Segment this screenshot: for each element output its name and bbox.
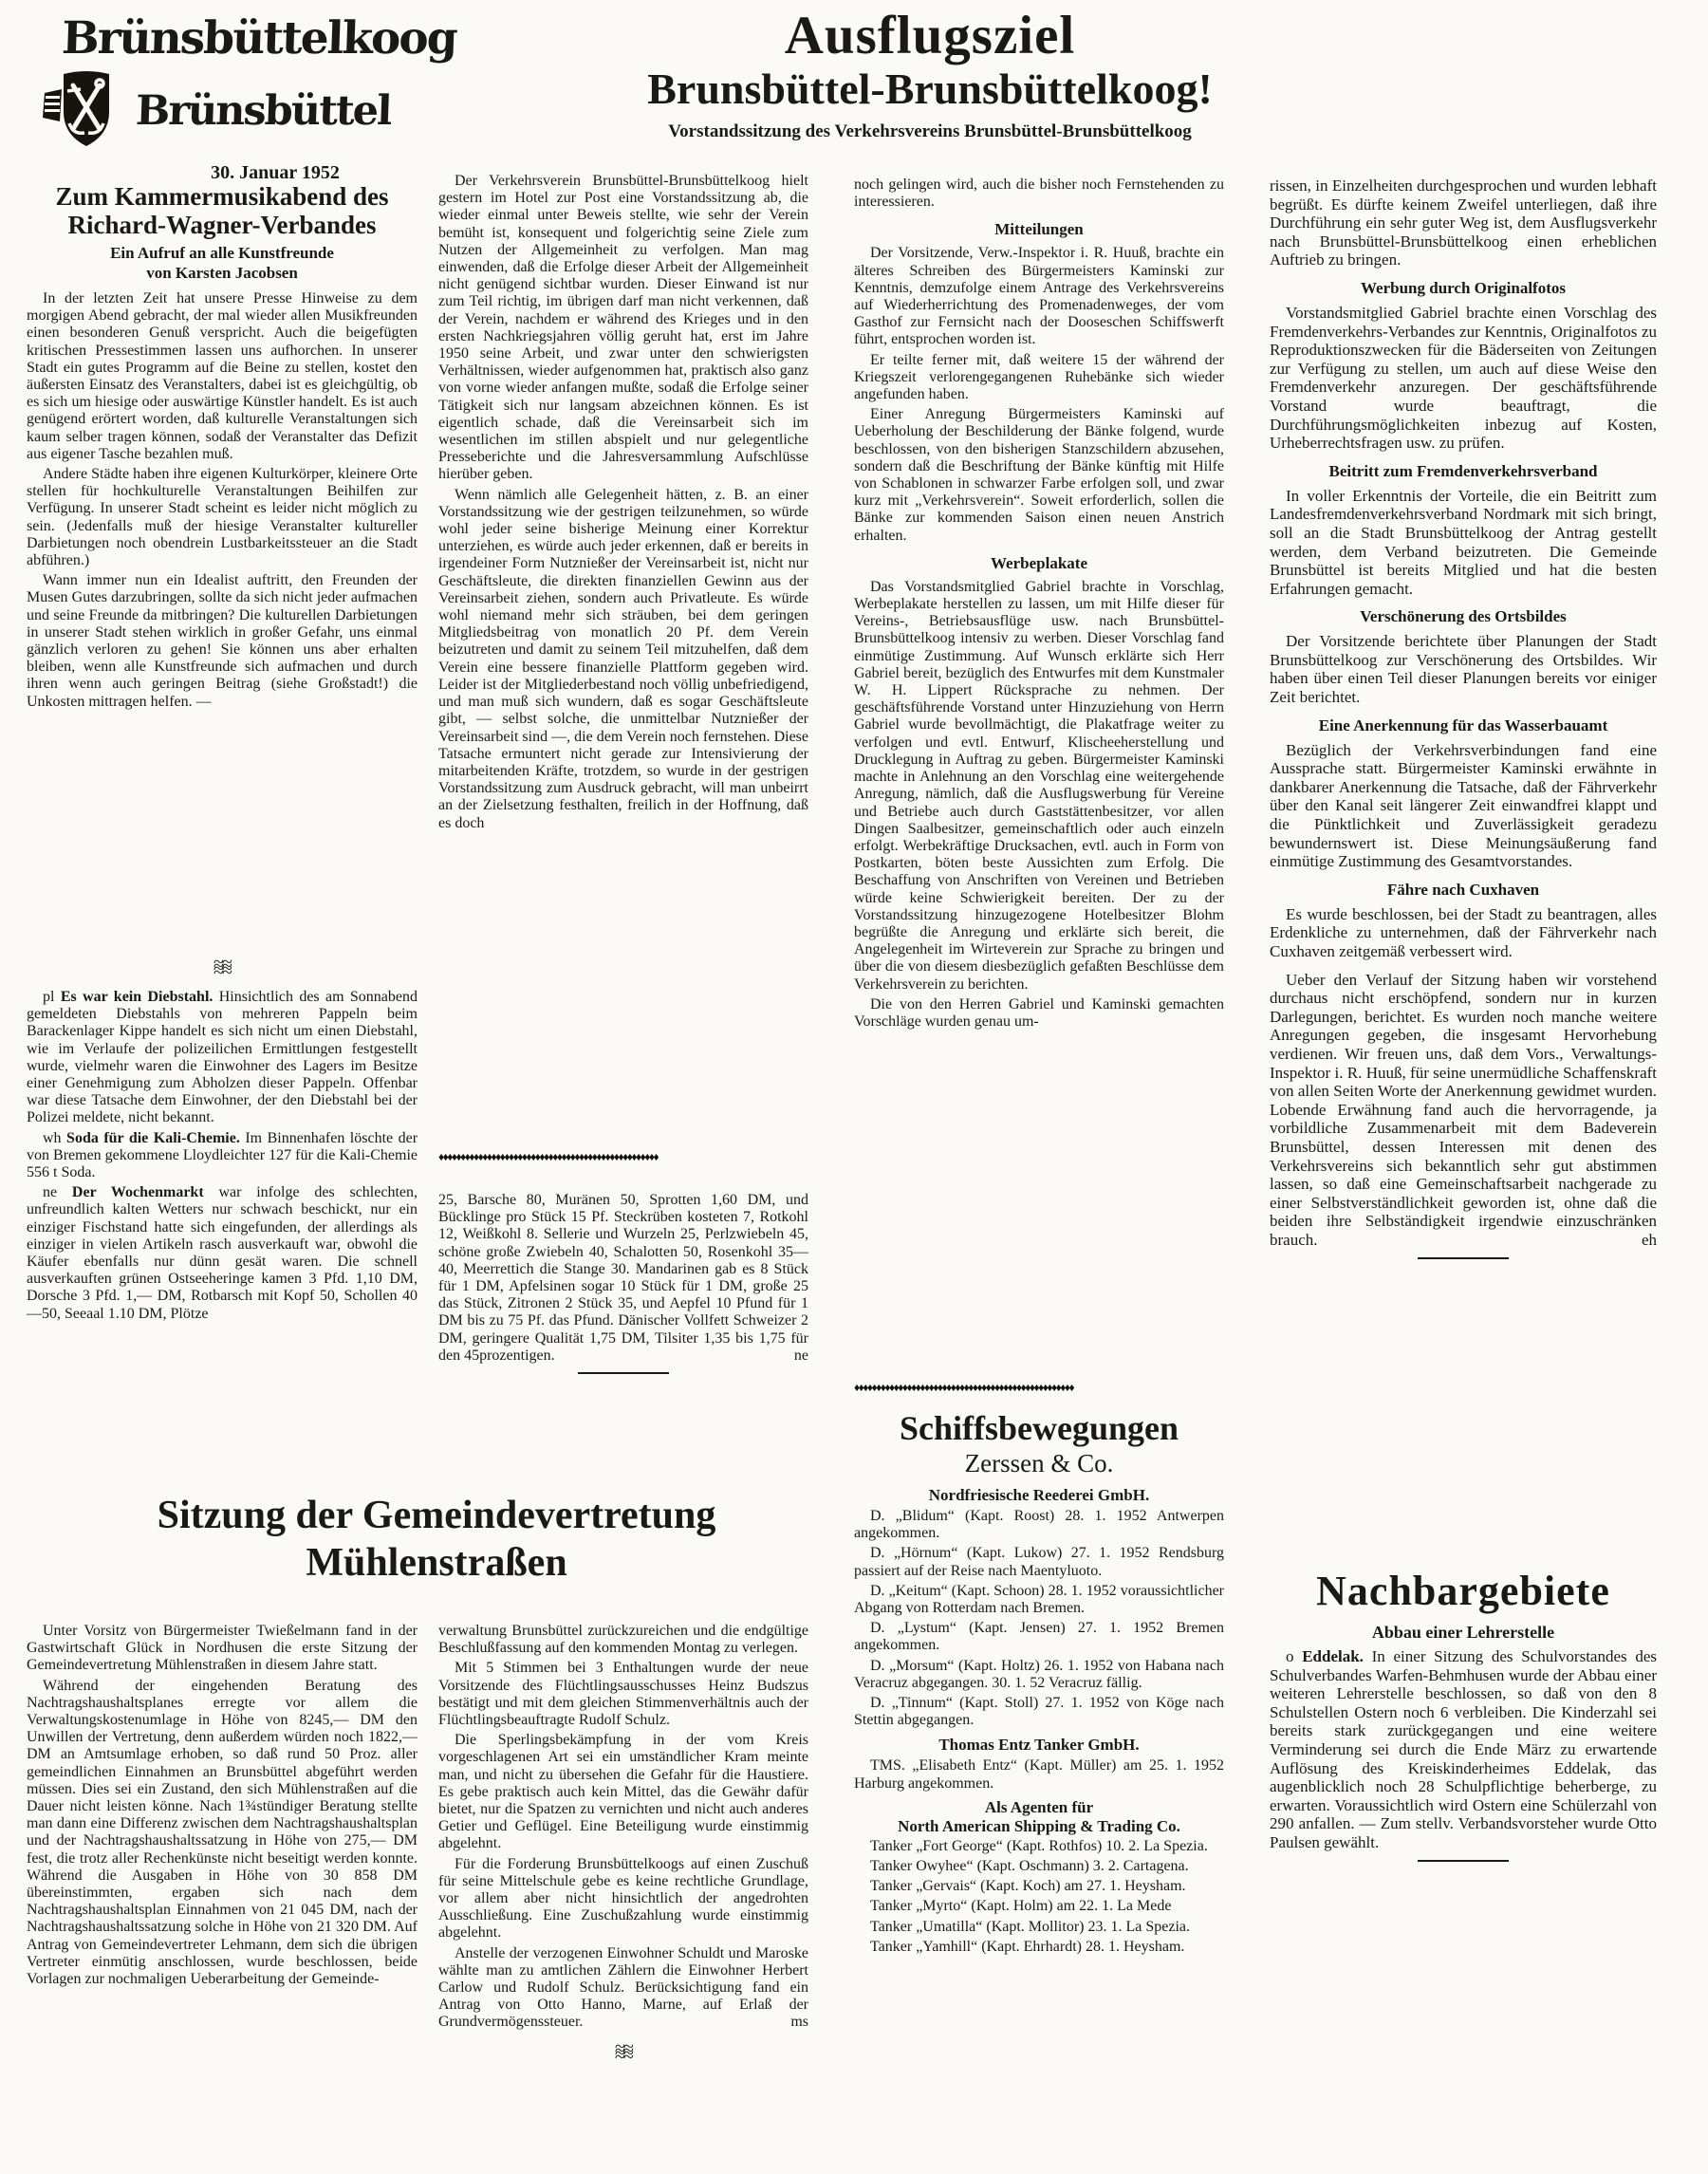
tanker-entry: Tanker „Myrto“ (Kapt. Holm) am 22. 1. La Mede — [870, 1898, 1172, 1915]
article-paragraph: Es wurde beschlossen, bei der Stadt zu beantragen, alles Erdenkliche zu unternehmen, daß der Fährverkehr nach Cuxhaven zeitgemäß verbessert wird. — [1270, 904, 1657, 960]
brief-sign: pl — [43, 989, 55, 1005]
town-crest-icon — [43, 66, 130, 155]
main-headline-block — [531, 8, 1328, 143]
tanker-entry: Tanker „Yamhill“ (Kapt. Ehrhardt) 28. 1. Heysham. — [870, 1938, 1185, 1955]
brief-title: Soda für die Kali-Chemie. — [66, 1129, 240, 1146]
article-paragraph: noch gelingen wird, auch die bisher noch Fernstehenden zu interessieren. — [854, 177, 1224, 211]
section-head: Werbung durch Originalfotos — [1361, 278, 1566, 297]
section-head: Verschönerung des Ortsbildes — [1360, 607, 1567, 626]
article-paragraph: Die Sperlingsbekämpfung in der vom Kreis vorgeschlagenen Art sei ein umständlicher Kram meinte man, und nicht zu übersehen die Gefahr für die Haustiere. Es gebe praktisch auch kein Mittel, das die Gewähr dafür bietet, nur die Spatzen zu vernichten und nicht auch anderes Getier und Geflügel. Eine Beteiligung wurde einstimmig abgelehnt. — [438, 1732, 808, 1852]
shipping-group-head: Thomas Entz Tanker GmbH. — [938, 1736, 1140, 1755]
article-paragraph: rissen, in Einzelheiten durchgesprochen und wurden lebhaft begrüßt. Es dürfte keinem Zweifel unterliegen, daß ihre Durchführung ein sehr guter Weg ist, dem Ausflugsverkehr nach Brunsbüttel-Brunsbüttelkoog einen erheblichen Auftrieb zu bringen. — [1270, 177, 1657, 269]
main-headline-subtitle: Vorstandssitzung des Verkehrsvereins Brunsbüttel-Brunsbüttelkoog — [668, 121, 1192, 141]
brief-sign: wh — [43, 1129, 62, 1146]
shipping-title: Schiffsbewegungen — [899, 1409, 1179, 1447]
article-paragraph: Mit 5 Stimmen bei 3 Enthaltungen wurde der neue Vorsitzende des Flüchtlingsausschusses Heinz Budszus bestätigt und mit dem gleichen Stimmenverhältnis auch der Flüchtlingsbeauftragte Rudolf Schulz. — [438, 1660, 808, 1729]
rule-divider — [1418, 1257, 1509, 1259]
article-title-line1: Zum Kammermusikabend des — [55, 182, 389, 211]
sitzung-column-a — [27, 1623, 418, 2171]
shipping-group-head: Nordfriesische Reederei GmbH. — [928, 1486, 1150, 1504]
article-paragraph — [438, 1945, 808, 2032]
rule-divider — [578, 1372, 669, 1374]
neighbors-title: Nachbargebiete — [1316, 1568, 1610, 1614]
paragraph-text: Ueber den Verlauf der Sitzung haben wir vorstehend durchaus nicht erschöpfend, sondern nur in kurzen Darlegungen, berichtet. Es wurden noch manche weitere Anregungen gegeben, die insgesamt Hervorhebung verdienen. Wir freuen uns, daß dem Vors., Verwaltungs-Inspektor i. R. Huuß, für seine unermüdliche Schaffenskraft von allen Seiten Worte der Anerkennung gewidmet wurden. Lobende Erwähnung fand auch die hervorragende, ja vorbildliche Zusammenarbeit mit dem Badeverein Brunsbüttel, dessen Interessen mit denen des Verkehrsvereins sich bekanntlich sehr gut abstimmen lassen, so daß eine Gemeinschaftsarbeit nachgerade zu einer Selbstverständlichkeit geworden ist, ohne daß die beiden ihre Selbständigkeit irgendwie einzuschränken brauch. — [1270, 970, 1657, 1249]
brief-title: Es war kein Diebstahl. — [60, 989, 214, 1005]
masthead — [43, 12, 457, 184]
article-paragraph: Unter Vorsitz von Bürgermeister Twießelmann fand in der Gastwirtschaft Glück in Nordhusen die erste Sitzung der Gemeindevertretung Mühlenstraßen in diesem Jahre statt. — [27, 1623, 418, 1674]
market-paragraph — [438, 1192, 808, 1365]
article-author: von Karsten Jacobsen — [146, 264, 298, 282]
brief-text: Hinsichtlich des am Sonnabend gemeldeten Diebstahls von mehreren Pappeln beim Barackenlager Kippe handelt es sich nicht um einen Diebstahl, wie im Verlaufe der polizeilichen Ermittlungen festgestellt wurde, vielmehr waren die Einwohner des Lagers im Besitze einer Genehmigung zum Abholzen dieser Pappeln. Offenbar war diese Tatsache dem Einwohner, der den Diebstahl bei der Polizei meldete, nicht bekannt. — [27, 989, 418, 1126]
closing-paragraph — [1270, 971, 1657, 1250]
article-paragraph: Die von den Herren Gabriel und Kaminski gemachten Vorschläge wurden genau um- — [854, 995, 1224, 1030]
main-headline-line2: Brunsbüttel-Brunsbüttelkoog! — [647, 65, 1213, 113]
brief-item — [27, 989, 418, 1127]
shipping-agent-head-line2: North American Shipping & Trading Co. — [898, 1816, 1180, 1835]
sitzung-headline — [57, 1492, 816, 1587]
author-initials: ne — [793, 1347, 808, 1364]
article-paragraph: Der Vorsitzende berichtete über Planungen der Stadt Brunsbüttelkoog zur Verschönerung des Ortsbildes. Wir haben über einen Teil dieser Planungen bereits vor einiger Zeit berichtet. — [1270, 632, 1657, 707]
brief-title: Der Wochenmarkt — [71, 1184, 204, 1201]
paragraph-text: Anstelle der verzogenen Einwohner Schuldt und Maroske wählte man zu amtlichen Zählern die Einwohner Herbert Carlow und Rudolf Schulz. Berücksichtigung fand ein Antrag von Otto Hanno, Marne, auf Erlaß der Grundvermögenssteuer. — [438, 1944, 808, 2031]
article-paragraph: Er teilte ferner mit, daß weitere 15 der während der Kriegszeit verlorengegangenen Ruhebänke sich wieder angefunden haben. — [854, 351, 1224, 403]
tanker-entry: Tanker Owyhee“ (Kapt. Oschmann) 3. 2. Cartagena. — [870, 1858, 1189, 1875]
brief-sign: o — [1286, 1647, 1294, 1665]
brief-sign: ne — [43, 1184, 58, 1201]
sitzung-column-b — [438, 1623, 808, 2063]
market-prices-continuation — [438, 1192, 808, 1374]
masthead-date: 30. Januar 1952 — [211, 162, 340, 183]
diamond-divider-icon — [438, 1150, 808, 1164]
ship-entry: D. „Tinnum“ (Kapt. Stoll) 27. 1. 1952 von Köge nach Stettin abgegangen. — [854, 1695, 1224, 1729]
shipping-section — [854, 1408, 1224, 1959]
neighbors-section — [1270, 1568, 1657, 1862]
article-paragraph: In der letzten Zeit hat unsere Presse Hinweise zu dem morgigen Abend gebracht, der mal wieder allen Musikfreunden einen besonderen Genuß verspricht. Auch die beigefügten kritischen Pressestimmen lassen uns aufhorchen. In unserer Stadt ein gutes Programm auf die Beine zu stellen, kostet den äußersten Einsatz des Veranstalters, dabei ist es gleichgültig, ob es sich um hiesige oder auswärtige Künstler handelt. Es ist auch genügend erörtert worden, daß kulturelle Veranstaltungen sich kaum selber tragen können, sodaß der Veranstalter das Defizit aus eigener Tasche bezahlen muß. — [27, 290, 418, 462]
section-head-mitteilungen: Mitteilungen — [994, 220, 1084, 239]
brief-item — [27, 1184, 418, 1323]
tanker-entry: Tanker „Fort George“ (Kapt. Rothfos) 10. 2. La Spezia. — [870, 1837, 1208, 1854]
article-paragraph: Einer Anregung Bürgermeisters Kaminski auf Ueberholung der Beschilderung der Bänke folgend, wurde beschlossen, von den bisherigen Stanzschildern abzusehen, sondern daß die Beschriftung der Bänke künftig mit Hilfe von Schablonen in schwarzer Farbe erfolgen soll, und zwar kurz mit „Verkehrsverein“. Soweit erforderlich, sollen die Bänke zur kommenden Saison einen neuen Anstrich erhalten. — [854, 406, 1224, 544]
brief-item — [27, 1130, 418, 1182]
article-paragraph: Für die Forderung Brunsbüttelkoogs auf einen Zuschuß für seine Mittelschule gebe es keine rechtliche Grundlage, vor allem aber nicht hinsichtlich der angedrohten Ausschließung. Eine Zuschußzahlung wurde einstimmig abgelehnt. — [438, 1855, 808, 1942]
diamond-divider-icon — [854, 1381, 1224, 1395]
article-verkehrsverein-col3 — [854, 177, 1224, 1033]
masthead-title-line2: Brünsbüttel — [135, 86, 392, 135]
ship-entry: D. „Lystum“ (Kapt. Jensen) 27. 1. 1952 Bremen angekommen. — [854, 1620, 1224, 1654]
neighbors-subhead: Abbau einer Lehrerstelle — [1371, 1623, 1555, 1642]
section-head: Beitritt zum Fremdenverkehrsverband — [1328, 461, 1598, 480]
article-paragraph: In voller Erkenntnis der Vorteile, die ein Beitritt zum Landesfremdenverkehrsverband Nordmark mit sich bringt, soll an die Stadt Brunsbüttelkoog der Antrag gestellt werden, dem Verband beizutreten. Die Gemeinde Brunsbüttel ist bereits Mitglied und hat die besten Erfahrungen gemacht. — [1270, 486, 1657, 598]
main-headline-line1: Ausflugsziel — [784, 6, 1076, 65]
market-text: 25, Barsche 80, Muränen 50, Sprotten 1,60 DM, und Bücklinge pro Stück 15 Pf. Steckrüben kosteten 7, Rotkohl 12, Weißkohl 8. Sellerie und Wurzeln 25, Perlzwiebeln 45, schöne große Zwiebeln 40, Schalotten 50, Rosenkohl 35—40, Meerrettich die Stange 30. Mandarinen gab es 8 Stück für 1 DM, Apfelsinen sogar 10 Stück für 1 DM, große 25 das Stück, Zitronen 2 Stück 35, und Aepfel 10 Pfund für 1 DM bis zu 75 Pf. das Pfund. Dänischer Vollfett Schweizer 2 DM, geringere Qualität 1,75 DM, Tilsiter 1,35 bis 1,75 für den 45prozentigen. — [438, 1192, 808, 1364]
brief-text: war infolge des schlechten, unfreundlich kalten Wetters nur schwach beschickt, nur ein einziger Fischstand hatte sich eingefunden, der allerdings als einziger in vielen Artikeln rasch ausverkauft war, obwohl die Käufer ebenfalls nur dünn gesät waren. Die schnell ausverkauften grünen Ostseeheringe kamen 3 Pfd. 1,10 DM, Dorsche 3 Pfd. 1,— DM, Rotbarsch mit Kopf 50, Schollen 40—50, Seeaal 1.10 DM, Plötze — [27, 1184, 418, 1322]
section-head-werbeplakate: Werbeplakate — [991, 553, 1087, 572]
sitzung-title-line1: Sitzung der Gemeindevertretung — [157, 1494, 716, 1537]
ship-entry: D. „Keitum“ (Kapt. Schoon) 28. 1. 1952 voraussichtlicher Abgang von Rotterdam nach Bremen. — [854, 1582, 1224, 1617]
sitzung-title-line2: Mühlenstraßen — [306, 1541, 567, 1585]
neighbors-paragraph — [1270, 1647, 1657, 1852]
article-verkehrsverein-col4 — [1270, 177, 1657, 1259]
tanker-entry: Tanker „Gervais“ (Kapt. Koch) am 27. 1. Heysham. — [870, 1878, 1186, 1895]
article-paragraph: Wann immer nun ein Idealist auftritt, den Freunden der Musen Gutes darzubringen, sollte da sich nicht jeder aufmachen und seine Freunde da mitbringen? Die kulturellen Darbietungen in unserer Stadt stehen wirklich in großer Gefahr, uns einmal gänzlich verloren zu gehen! Sie können uns aber erhalten bleiben, wenn alle Kunstfreunde sich aufmachen und durch ihren wenn auch geringen Beitrag (siehe Großstadt!) die Unkosten mittragen helfen. — — [27, 572, 418, 710]
squiggle-divider-icon — [27, 957, 418, 978]
article-paragraph: Andere Städte haben ihre eigenen Kulturkörper, kleinere Orte stellen für hochkulturelle Veranstaltungen Beihilfen zur Verfügung. In unserer Stadt scheint es leider nicht möglich zu sein. (Jedenfalls muß der hiesige Veranstalter kultureller Darbietungen noch obendrein Lustbarkeitssteuer an die Stadt abführen.) — [27, 466, 418, 569]
section-head: Eine Anerkennung für das Wasserbauamt — [1318, 715, 1608, 734]
article-paragraph: Der Verkehrsverein Brunsbüttel-Brunsbüttelkoog hielt gestern im Hotel zur Post eine Vorstandssitzung ab, die wieder einmal unter Beweis stellte, wie sehr der Verein bemüht ist, konsequent und folgerichtig seine Ziele zum Nutzen der Allgemeinheit zu verfolgen. Man mag einwenden, daß die Erfolge dieser Arbeit der Allgemeinheit nicht genügend sichtbar wurden. Dieser Einwand ist nur zum Teil richtig, im übrigen darf man nicht verkennen, daß der Verein, nachdem er während des Krieges und in den ersten Nachkriegsjahren völlig geruht hat, erst im Jahre 1950 seine Arbeit, und zwar unter den schwierigsten Verhältnissen, wieder aufgenommen hat, praktisch also ganz von vorne wieder anfangen mußte, sodaß die Erfolge seiner Tätigkeit sich nur langsam abzeichnen können. Es ist eigentlich schade, daß die Vereinsarbeit sich im wesentlichen im stillen abspielt und nur gelegentliche Presseberichte und die Jahresversammlung Aufschlüsse hierüber geben. — [438, 173, 808, 483]
ship-entry: D. „Blidum“ (Kapt. Roost) 28. 1. 1952 Antwerpen angekommen. — [854, 1508, 1224, 1542]
ship-entry: D. „Morsum“ (Kapt. Holtz) 26. 1. 1952 von Habana nach Veracruz abgegangen. 30. 1. 52 Veracruz fällig. — [854, 1657, 1224, 1691]
article-paragraph: Wenn nämlich alle Gelegenheit hätten, z. B. an einer Vorstandssitzung wie der gestrigen teilzunehmen, so würde wohl jeder seine bisherige Meinung einer Korrektur unterziehen, es würde auch jeder erkennen, daß er bereits in irgendeiner Form Nutznießer der Vereinsarbeit ist, nicht nur Geschäftsleute, die direkten finanziellen Gewinn aus der Vereinsarbeit ziehen, sondern auch Privatleute. Es würde wohl niemand mehr sich sträuben, bei dem geringen Mitgliedsbeitrag von monatlich 20 Pf. dem Verein beizutreten und damit zu seinem Teil mitzuhelfen, daß dem Verein eine bessere finanzielle Plattform gegeben wird. Leider ist der Mitgliederbestand noch völlig unbefriedigend, und man muß sich wundern, daß es sogar Geschäftsleute gibt, — selbst solche, die unmittelbar Nutznießer der Vereinsarbeit sind —, die dem Verein noch fernstehen. Diese Tatsache ermuntert nicht gerade zur Intensivierung der mitarbeitenden Kräfte, trotzdem, so wurde in der gestrigen Vorstandssitzung zum Ausdruck gebracht, will man unbeirrt an der Zielsetzung festhalten, freilich in der Hoffnung, daß es doch — [438, 486, 808, 831]
brief-text: Im Binnenhafen löschte der von Bremen gekommene Lloydleichter 127 für die Kali-Chemie 556 t Soda. — [27, 1129, 418, 1181]
shipping-agent-head-line1: Als Agenten für — [984, 1797, 1094, 1816]
article-verkehrsverein-col2 — [438, 173, 808, 835]
paragraph-text: In einer Sitzung des Schulvorstandes des Schulverbandes Warfen-Behmhusen wurde der Abbau einer weiteren Lehrerstelle beschlossen, so daß von den 8 Schulstellen Ostern noch 6 verbleiben. Die Kinderzahl sei bereits stark zurückgegangen und eine weitere Verminderung sei durch die Ende März zu erwartende Auflösung des Kreiskinderheimes Eddelak, das augenblicklich noch 28 Schulpflichtige beherberge, zu erwarten. Voraussichtlich wird Ostern eine Schülerzahl von 290 anfallen. — Zum stellv. Verbandsvorsteher wurde Otto Paulsen gewählt. — [1270, 1647, 1657, 1851]
ship-entry: D. „Hörnum“ (Kapt. Lukow) 27. 1. 1952 Rendsburg passiert auf der Reise nach Maentyluoto. — [854, 1545, 1224, 1579]
place-name: Eddelak. — [1302, 1647, 1364, 1665]
rule-divider — [1418, 1860, 1509, 1862]
tanker-entry: Tanker „Umatilla“ (Kapt. Mollitor) 23. 1. La Spezia. — [870, 1918, 1190, 1935]
author-initials: ms — [790, 2014, 808, 2031]
article-paragraph: Der Vorsitzende, Verw.-Inspektor i. R. Huuß, brachte ein älteres Schreiben des Bürgermeisters Kaminski zur Kenntnis, demzufolge einem Antrage des Verkehrsvereins auf Wiederherrichtung des Promenadenweges, der vom Gasthof zur Fernsicht nach der Dooseschen Schiffswerft führt, entsprochen worden ist. — [854, 245, 1224, 348]
squiggle-divider-icon — [438, 2041, 808, 2063]
article-paragraph: Das Vorstandsmitglied Gabriel brachte in Vorschlag, Werbeplakate herstellen zu lassen, um mit Hilfe dieser für Vereins-, Betriebsausflüge usw. nach Brunsbüttel-Brunsbüttelkoog intensiv zu werben. Dieser Vorschlag fand einmütige Zustimmung. Auf Wunsch erklärte sich Herr Gabriel bereit, bezüglich des Entwurfes mit dem Kunstmaler W. H. Lippert Rücksprache zu nehmen. Der geschäftsführende Vorstand unter Hinzuziehung von Herrn Gabriel wurde bevollmächtigt, die Plakatfrage weiter zu verfolgen und evtl. Entwurf, Klischeeherstellung und Drucklegung in Auftrag zu geben. Bürgermeister Kaminski machte in Anlehnung an den Vorschlag eine weitergehende Anregung, nämlich, daß die Ausflugswerbung für Vereine und Betriebe auch durch Gaststättenbesitzer, vor allen Dingen Saalbesitzer, gemeinschaftlich oder auch einzeln erfolgt. Werbekräftige Drucksachen, evtl. auch in Form von Postkarten, böten beste Aussichten zum Erfolg. Die Beschaffung von Anschriften von Vereinen und Betrieben würde keine Schwierigkeit bereiten. Der zu der Vorstandssitzung hinzugezogene Hotelbesitzer Blohm begrüßte die Anregung und erklärte sich bereit, die Angelegenheit im Wirteverein zur Sprache zu bringen und über die von diesem diesbezüglich gefaßten Beschlüsse dem Verkehrsverein zu berichten. — [854, 578, 1224, 993]
local-briefs — [27, 989, 418, 1326]
article-paragraph: Vorstandsmitglied Gabriel brachte einen Vorschlag des Fremdenverkehrs-Verbandes zur Kenntnis, Originalfotos zu Reproduktionszwecken für die Bäderseiten von Zeitungen zur Verfügung zu stellen, um auch auf diese Weise den Fremdenverkehr anzuregen. Der geschäftsführende Vorstand wurde beauftragt, die Durchführungsmöglichkeiten inbezug auf Kosten, Urheberrechtsfragen usw. zu prüfen. — [1270, 303, 1657, 453]
section-head: Fähre nach Cuxhaven — [1386, 880, 1540, 899]
masthead-title-line1: Brünsbüttelkoog — [61, 12, 457, 65]
article-paragraph: Während der eingehenden Beratung des Nachtragshaushaltsplanes erregte vor allem die Verwaltungskostenumlage in Höhe von 8245,— DM den Unwillen der Vertretung, denn außerdem würden noch 1822,— DM an Amtsumlage erhoben, so daß rund 50 Proz. aller gemeindlichen Einnahmen an Brunsbüttel abgeführt werden müssen. Dies sei ein Zustand, den sich Mühlenstraßen auf die Dauer nicht leisten könne. Nach 1¾stündiger Beratung stellte man dann eine Differenz zwischen dem Nachtragshaushaltsplan und der Nachtragshaushaltssatzung in Höhe von 275,— DM fest, die trotz aller Rechenkünste nicht beseitigt werden konnte. Während die Ausgaben in Höhe von 30 858 DM übereinstimmten, ergaben sich nach dem Nachtragshaushaltsplan Einnahmen von 21 045 DM, nach der Nachtragshaushaltssatzung solche in Höhe von 21 320 DM. Auf Antrag von Gemeindevertreter Lehmann, dem sich die übrigen Vertreter einmütig anschlossen, wurde beschlossen, beide Vorlagen zur nochmaligen Ueberarbeitung der Gemeinde- — [27, 1677, 418, 1988]
ship-entry: TMS. „Elisabeth Entz“ (Kapt. Müller) am 25. 1. 1952 Harburg angekommen. — [854, 1757, 1224, 1792]
shipping-company: Zerssen & Co. — [964, 1449, 1114, 1477]
article-title-line2: Richard-Wagner-Verbandes — [67, 211, 377, 239]
article-paragraph: Bezüglich der Verkehrsverbindungen fand eine Aussprache statt. Bürgermeister Kaminski erwähnte in dankbarer Anerkennung die Tatsache, daß der Fährverkehr über den Kanal seit längerer Zeit einwandfrei klappt und die Pünktlichkeit und Zuverlässigkeit geradezu bewundernswert ist. Diese Meinungsäußerung fand einmütige Zustimmung des Gesamtvorstandes. — [1270, 740, 1657, 871]
article-kammermusikabend — [27, 182, 418, 714]
article-subtitle: Ein Aufruf an alle Kunstfreunde — [110, 244, 334, 262]
article-paragraph: verwaltung Brunsbüttel zurückzureichen und die endgültige Beschlußfassung auf den kommenden Montag zu verlegen. — [438, 1623, 808, 1657]
author-initials: eh — [1641, 1230, 1657, 1249]
